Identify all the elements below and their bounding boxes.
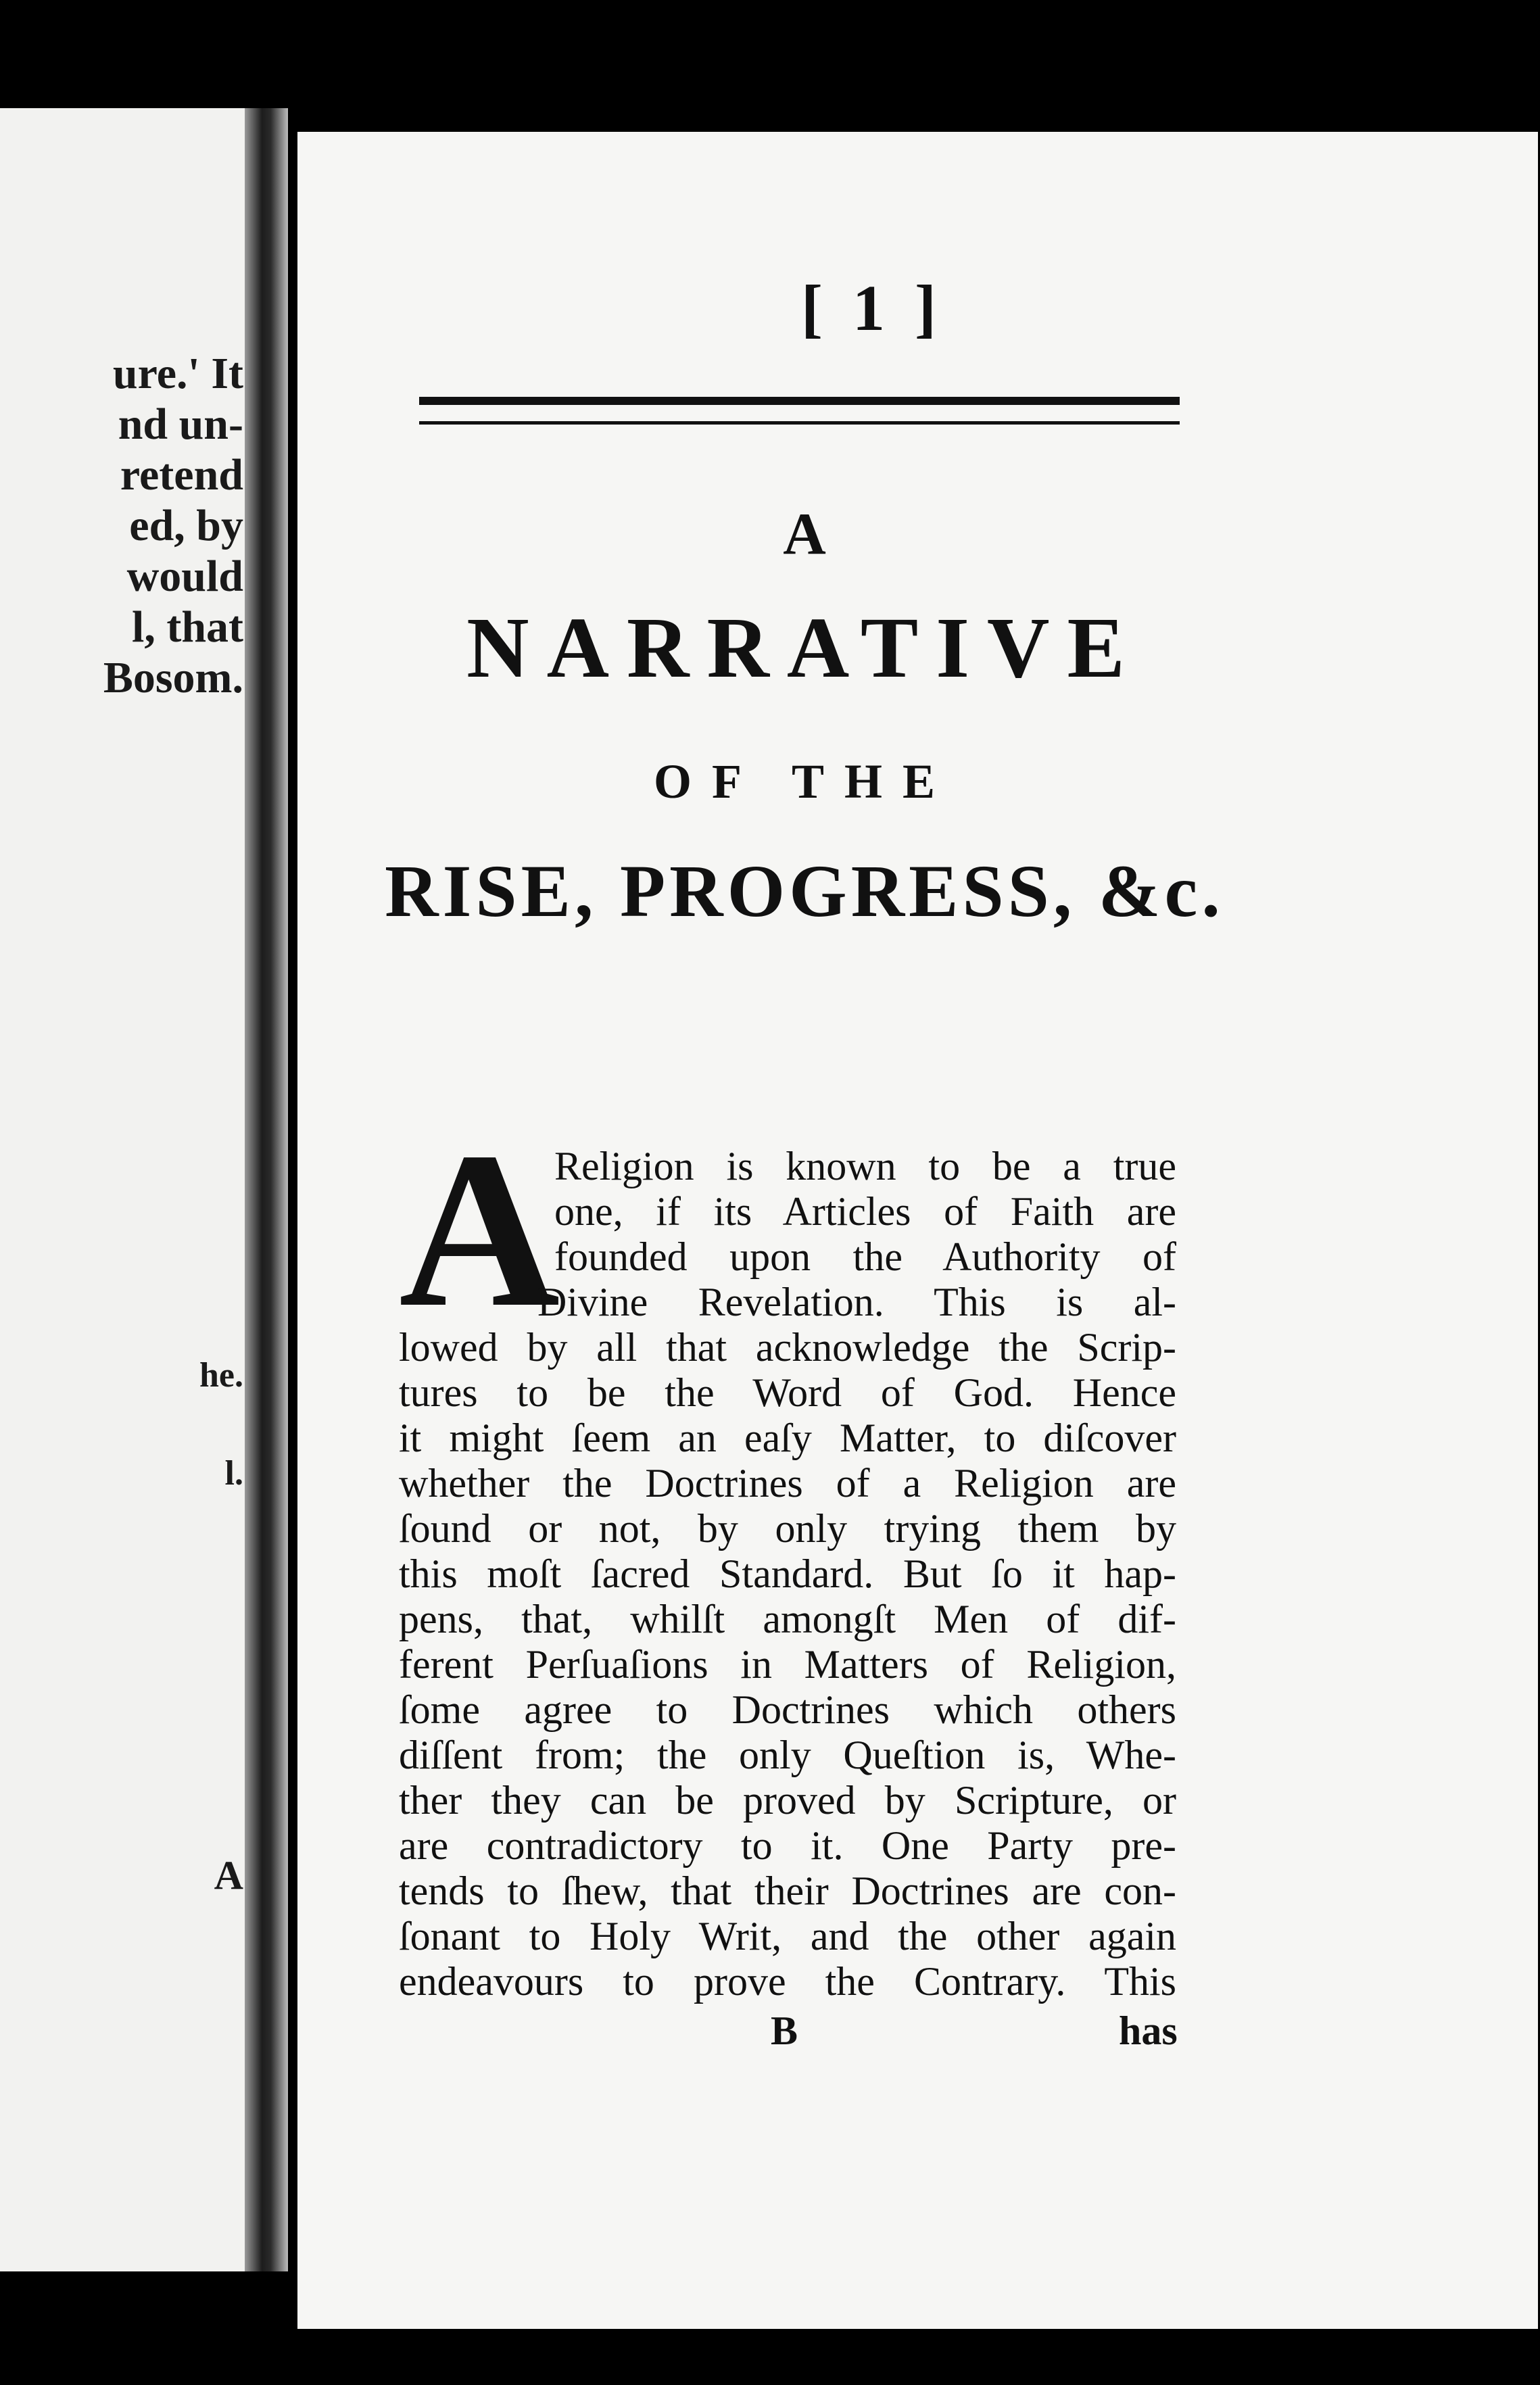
body-line: ſonant to Holy Writ, and the other again [399, 1914, 1176, 1958]
left-text-fragment: A [214, 1853, 243, 1898]
title-subtitle: RISE, PROGRESS, &c. [385, 850, 1224, 932]
body-line: founded upon the Authority of [554, 1234, 1176, 1279]
page-number: [ 1 ] [801, 272, 943, 344]
left-text-fragment: would [126, 552, 243, 601]
left-text-fragment: nd un- [118, 400, 243, 449]
left-text-fragment: l, that [132, 602, 243, 652]
double-rule-top [419, 397, 1180, 405]
body-line: this moſt ſacred Standard. But ſo it hap- [399, 1551, 1176, 1596]
body-line: Religion is known to be a true [554, 1144, 1176, 1188]
title-article: A [783, 502, 826, 567]
title-of-the: OF THE [653, 754, 956, 809]
body-line: tures to be the Word of God. Hence [399, 1370, 1176, 1415]
book-gutter [245, 108, 288, 2271]
body-line: endeavours to prove the Contrary. This [399, 1959, 1176, 2004]
body-line: it might ſeem an eaſy Matter, to diſcover [399, 1416, 1176, 1460]
drop-cap: A [399, 1107, 560, 1353]
left-text-fragment: l. [224, 1454, 243, 1493]
body-line: pens, that, whilſt amongſt Men of dif- [399, 1597, 1176, 1641]
facing-page-fragment [0, 108, 270, 2271]
body-line: tends to ſhew, that their Doctrines are con- [399, 1869, 1176, 1913]
body-line: Divine Revelation. This is al- [537, 1280, 1176, 1324]
body-line: lowed by all that acknowledge the Scrip- [399, 1325, 1176, 1370]
body-line: ther they can be proved by Scripture, or [399, 1778, 1176, 1823]
body-line: diſſent from; the only Queſtion is, Whe- [399, 1733, 1176, 1777]
title-main: NARRATIVE [466, 600, 1142, 696]
left-text-fragment: retend [120, 450, 243, 500]
body-line: whether the Doctrines of a Religion are [399, 1461, 1176, 1505]
body-line: ferent Perſuaſions in Matters of Religion, [399, 1642, 1176, 1687]
left-text-fragment: ed, by [129, 501, 243, 550]
left-text-fragment: ure.' It [112, 349, 243, 398]
signature-mark: B [771, 2008, 798, 2053]
book-page [297, 132, 1538, 2329]
double-rule-bottom [419, 421, 1180, 425]
body-line: are contradictory to it. One Party pre- [399, 1823, 1176, 1868]
left-text-fragment: he. [199, 1356, 243, 1395]
catchword: has [1119, 2008, 1178, 2053]
left-text-fragment: Bosom. [103, 653, 243, 702]
body-line: ſome agree to Doctrines which others [399, 1687, 1176, 1732]
body-line: ſound or not, by only trying them by [399, 1506, 1176, 1551]
body-line: one, if its Articles of Faith are [554, 1189, 1176, 1234]
